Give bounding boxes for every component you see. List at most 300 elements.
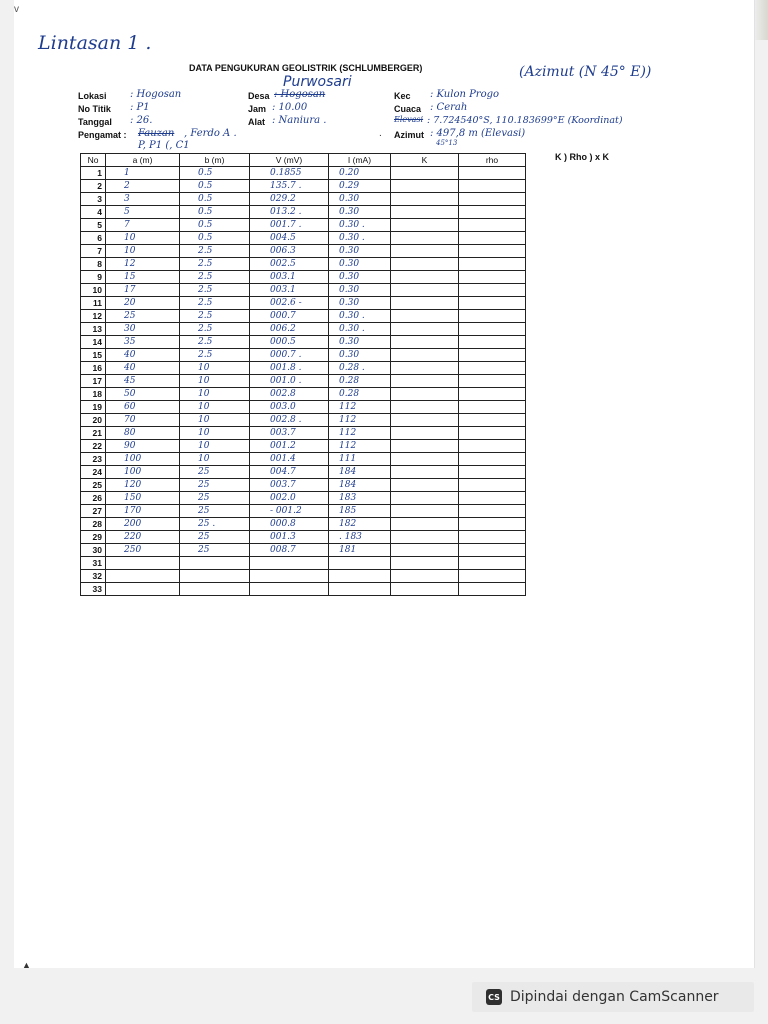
b-cell: 10 <box>180 427 250 440</box>
b-cell: 2.5 <box>180 323 250 336</box>
rho-cell <box>459 180 526 193</box>
i-cell: 0.30 <box>329 297 391 310</box>
v-cell <box>250 570 329 583</box>
row-number-cell: 11 <box>81 297 106 310</box>
table-row <box>81 531 526 544</box>
i-cell: 111 <box>329 453 391 466</box>
a-cell: 70 <box>106 414 180 427</box>
koordinat-value: : 7.724540°S, 110.183699°E (Koordinat) <box>427 115 623 126</box>
azimut-note: (Azimut (N 45° E)) <box>519 64 652 80</box>
k-cell <box>391 570 459 583</box>
header-rho: rho <box>459 154 526 167</box>
row-number-cell: 8 <box>81 258 106 271</box>
i-cell <box>329 583 391 596</box>
a-cell: 10 <box>106 245 180 258</box>
row-number-cell: 4 <box>81 206 106 219</box>
b-cell: 25 <box>180 531 250 544</box>
b-cell: 0.5 <box>180 206 250 219</box>
a-cell: 40 <box>106 349 180 362</box>
table-row <box>81 557 526 570</box>
a-cell: 3 <box>106 193 180 206</box>
v-cell: 006.2 <box>250 323 329 336</box>
i-cell: 0.28 <box>329 388 391 401</box>
rho-cell <box>459 258 526 271</box>
pengamat-label: Pengamat : <box>78 130 127 140</box>
rho-cell <box>459 375 526 388</box>
rho-cell <box>459 284 526 297</box>
a-cell: 35 <box>106 336 180 349</box>
v-cell: 002.5 <box>250 258 329 271</box>
v-cell: 0.1855 <box>250 167 329 180</box>
k-cell <box>391 518 459 531</box>
k-cell <box>391 206 459 219</box>
i-cell: 184 <box>329 479 391 492</box>
b-cell: 2.5 <box>180 336 250 349</box>
b-cell: 2.5 <box>180 271 250 284</box>
a-cell: 60 <box>106 401 180 414</box>
table-body <box>81 167 526 596</box>
k-cell <box>391 258 459 271</box>
table-row <box>81 167 526 180</box>
a-cell: 250 <box>106 544 180 557</box>
v-cell: 001.3 <box>250 531 329 544</box>
b-cell: 25 <box>180 544 250 557</box>
pengamat-struck-value: Fauzan <box>138 128 175 139</box>
rho-cell <box>459 492 526 505</box>
rho-cell <box>459 245 526 258</box>
i-cell: 182 <box>329 518 391 531</box>
no-titik-label: No Titik <box>78 104 111 114</box>
row-number-cell: 5 <box>81 219 106 232</box>
a-cell: 150 <box>106 492 180 505</box>
koordinat-struck-label: Elevasi <box>394 115 424 124</box>
row-number-cell: 33 <box>81 583 106 596</box>
rho-cell <box>459 206 526 219</box>
v-cell: 001.8 . <box>250 362 329 375</box>
rho-cell <box>459 557 526 570</box>
b-cell <box>180 583 250 596</box>
rho-cell <box>459 310 526 323</box>
b-cell: 0.5 <box>180 180 250 193</box>
k-cell <box>391 440 459 453</box>
v-cell: 001.2 <box>250 440 329 453</box>
rho-cell <box>459 518 526 531</box>
b-cell: 10 <box>180 375 250 388</box>
k-cell <box>391 167 459 180</box>
v-cell <box>250 557 329 570</box>
a-cell: 90 <box>106 440 180 453</box>
i-cell: 0.30 <box>329 245 391 258</box>
v-cell: 000.7 <box>250 310 329 323</box>
row-number-cell: 12 <box>81 310 106 323</box>
lokasi-value: : Hogosan <box>130 89 182 100</box>
table-row <box>81 453 526 466</box>
i-cell: 0.30 . <box>329 232 391 245</box>
k-cell <box>391 583 459 596</box>
table-row <box>81 414 526 427</box>
v-cell: 003.7 <box>250 479 329 492</box>
row-number-cell: 16 <box>81 362 106 375</box>
i-cell: 0.30 <box>329 284 391 297</box>
rho-cell <box>459 544 526 557</box>
v-cell: 000.7 . <box>250 349 329 362</box>
row-number-cell: 31 <box>81 557 106 570</box>
k-cell <box>391 271 459 284</box>
b-cell: 25 <box>180 479 250 492</box>
i-cell: 0.28 . <box>329 362 391 375</box>
row-number-cell: 14 <box>81 336 106 349</box>
v-cell <box>250 583 329 596</box>
a-cell: 220 <box>106 531 180 544</box>
table-row <box>81 349 526 362</box>
k-cell <box>391 323 459 336</box>
rho-cell <box>459 388 526 401</box>
k-cell <box>391 479 459 492</box>
v-cell: 008.7 <box>250 544 329 557</box>
alat-label: Alat <box>248 117 266 127</box>
b-cell: 10 <box>180 362 250 375</box>
jam-value: : 10.00 <box>272 102 308 113</box>
table-row <box>81 219 526 232</box>
table-row <box>81 206 526 219</box>
document-title: DATA PENGUKURAN GEOLISTRIK (SCHLUMBERGER) <box>189 63 423 73</box>
i-cell: 0.30 <box>329 193 391 206</box>
i-cell: 181 <box>329 544 391 557</box>
k-cell <box>391 180 459 193</box>
i-cell: 185 <box>329 505 391 518</box>
k-cell <box>391 362 459 375</box>
rho-cell <box>459 271 526 284</box>
row-number-cell: 28 <box>81 518 106 531</box>
a-cell: 2 <box>106 180 180 193</box>
a-cell: 40 <box>106 362 180 375</box>
header-v: V (mV) <box>250 154 329 167</box>
b-cell: 2.5 <box>180 245 250 258</box>
corner-mark: v <box>14 4 19 15</box>
v-cell: 003.0 <box>250 401 329 414</box>
a-cell: 7 <box>106 219 180 232</box>
b-cell: 2.5 <box>180 284 250 297</box>
row-number-cell: 26 <box>81 492 106 505</box>
table-row <box>81 232 526 245</box>
row-number-cell: 18 <box>81 388 106 401</box>
a-cell: 10 <box>106 232 180 245</box>
a-cell: 25 <box>106 310 180 323</box>
b-cell: 0.5 <box>180 219 250 232</box>
v-cell: 003.7 <box>250 427 329 440</box>
a-cell: 12 <box>106 258 180 271</box>
row-number-cell: 10 <box>81 284 106 297</box>
b-cell: 25 <box>180 505 250 518</box>
row-number-cell: 1 <box>81 167 106 180</box>
table-row <box>81 362 526 375</box>
i-cell <box>329 570 391 583</box>
kec-label: Kec <box>394 91 411 101</box>
i-cell: 112 <box>329 427 391 440</box>
table-row <box>81 505 526 518</box>
i-cell: 0.30 <box>329 336 391 349</box>
k-cell <box>391 349 459 362</box>
lokasi-label: Lokasi <box>78 91 107 101</box>
table-row <box>81 492 526 505</box>
table-row <box>81 245 526 258</box>
rho-cell <box>459 466 526 479</box>
no-titik-value: : P1 <box>130 102 150 113</box>
rho-cell <box>459 323 526 336</box>
i-cell: 0.30 . <box>329 310 391 323</box>
table-row <box>81 518 526 531</box>
i-cell: 0.29 <box>329 180 391 193</box>
table-row <box>81 323 526 336</box>
i-cell: 0.30 . <box>329 323 391 336</box>
rho-cell <box>459 427 526 440</box>
cuaca-label: Cuaca <box>394 104 422 114</box>
table-row <box>81 570 526 583</box>
extra-column-headers: K ) Rho ) x K <box>555 152 609 162</box>
table-row <box>81 388 526 401</box>
table-row <box>81 193 526 206</box>
v-cell: 003.1 <box>250 271 329 284</box>
i-cell: 0.30 <box>329 258 391 271</box>
azimut-value: : 497,8 m (Elevasi) <box>430 128 526 139</box>
rho-cell <box>459 297 526 310</box>
table-row <box>81 401 526 414</box>
rho-cell <box>459 453 526 466</box>
cuaca-value: : Cerah <box>430 102 468 113</box>
header-no: No <box>81 154 106 167</box>
a-cell: 15 <box>106 271 180 284</box>
camscanner-watermark <box>472 982 754 1012</box>
header-k: K <box>391 154 459 167</box>
k-cell <box>391 531 459 544</box>
b-cell: 2.5 <box>180 258 250 271</box>
rho-cell <box>459 167 526 180</box>
table-row <box>81 297 526 310</box>
rho-cell <box>459 336 526 349</box>
b-cell: 10 <box>180 453 250 466</box>
rho-cell <box>459 570 526 583</box>
row-number-cell: 25 <box>81 479 106 492</box>
row-number-cell: 21 <box>81 427 106 440</box>
a-cell <box>106 557 180 570</box>
header-i: I (mA) <box>329 154 391 167</box>
k-cell <box>391 492 459 505</box>
i-cell: 112 <box>329 401 391 414</box>
lintasan-heading: Lintasan 1 . <box>38 32 152 54</box>
k-cell <box>391 375 459 388</box>
v-cell: 013.2 . <box>250 206 329 219</box>
k-cell <box>391 297 459 310</box>
v-cell: 004.7 <box>250 466 329 479</box>
k-cell <box>391 388 459 401</box>
row-number-cell: 30 <box>81 544 106 557</box>
table-row <box>81 583 526 596</box>
k-cell <box>391 414 459 427</box>
b-cell <box>180 570 250 583</box>
jam-label: Jam <box>248 104 267 114</box>
v-cell: 000.8 <box>250 518 329 531</box>
k-cell <box>391 232 459 245</box>
row-number-cell: 29 <box>81 531 106 544</box>
desa-struck-value: : Hogosan <box>274 89 326 100</box>
a-cell <box>106 583 180 596</box>
k-cell <box>391 401 459 414</box>
rho-cell <box>459 583 526 596</box>
b-cell: 0.5 <box>180 232 250 245</box>
table-row <box>81 284 526 297</box>
table-row <box>81 544 526 557</box>
row-number-cell: 2 <box>81 180 106 193</box>
b-cell <box>180 557 250 570</box>
camscanner-icon: CS <box>486 989 502 1005</box>
table-row <box>81 427 526 440</box>
a-cell: 5 <box>106 206 180 219</box>
a-cell: 100 <box>106 466 180 479</box>
row-number-cell: 32 <box>81 570 106 583</box>
rho-cell <box>459 232 526 245</box>
tanggal-value: : 26. <box>130 115 153 126</box>
table-row <box>81 336 526 349</box>
b-cell: 2.5 <box>180 297 250 310</box>
stray-dot: . <box>379 128 382 139</box>
a-cell: 170 <box>106 505 180 518</box>
v-cell: 002.0 <box>250 492 329 505</box>
rho-cell <box>459 505 526 518</box>
v-cell: 004.5 <box>250 232 329 245</box>
pengamat-value: , Ferdo A . <box>184 128 237 139</box>
header-b: b (m) <box>180 154 250 167</box>
row-number-cell: 9 <box>81 271 106 284</box>
a-cell: 120 <box>106 479 180 492</box>
row-number-cell: 20 <box>81 414 106 427</box>
table-row <box>81 375 526 388</box>
b-cell: 0.5 <box>180 167 250 180</box>
pengamat-value-line2: P, P1 (, C1 <box>138 140 190 151</box>
v-cell: 135.7 . <box>250 180 329 193</box>
b-cell: 25 <box>180 466 250 479</box>
row-number-cell: 19 <box>81 401 106 414</box>
row-number-cell: 17 <box>81 375 106 388</box>
alat-value: : Naniura . <box>272 115 327 126</box>
table-row <box>81 258 526 271</box>
table-row <box>81 180 526 193</box>
k-cell <box>391 310 459 323</box>
v-cell: 003.1 <box>250 284 329 297</box>
a-cell: 1 <box>106 167 180 180</box>
rho-cell <box>459 414 526 427</box>
v-cell: 029.2 <box>250 193 329 206</box>
rho-cell <box>459 362 526 375</box>
i-cell: 184 <box>329 466 391 479</box>
row-number-cell: 3 <box>81 193 106 206</box>
v-cell: 001.0 . <box>250 375 329 388</box>
rho-cell <box>459 219 526 232</box>
v-cell: 002.8 <box>250 388 329 401</box>
b-cell: 25 . <box>180 518 250 531</box>
v-cell: 002.8 . <box>250 414 329 427</box>
row-number-cell: 15 <box>81 349 106 362</box>
i-cell: 0.30 . <box>329 219 391 232</box>
i-cell: 183 <box>329 492 391 505</box>
a-cell <box>106 570 180 583</box>
b-cell: 10 <box>180 401 250 414</box>
row-number-cell: 23 <box>81 453 106 466</box>
a-cell: 50 <box>106 388 180 401</box>
k-cell <box>391 193 459 206</box>
b-cell: 0.5 <box>180 193 250 206</box>
i-cell: 0.30 <box>329 349 391 362</box>
row-number-cell: 13 <box>81 323 106 336</box>
measurement-table <box>80 153 526 596</box>
azimut-label: Azimut <box>394 130 424 140</box>
i-cell: 112 <box>329 440 391 453</box>
k-cell <box>391 544 459 557</box>
a-cell: 17 <box>106 284 180 297</box>
table-row <box>81 466 526 479</box>
k-cell <box>391 505 459 518</box>
k-cell <box>391 453 459 466</box>
table-row <box>81 271 526 284</box>
i-cell <box>329 557 391 570</box>
i-cell: 0.28 <box>329 375 391 388</box>
k-cell <box>391 284 459 297</box>
a-cell: 20 <box>106 297 180 310</box>
rho-cell <box>459 401 526 414</box>
row-number-cell: 6 <box>81 232 106 245</box>
i-cell: 0.30 <box>329 271 391 284</box>
rho-cell <box>459 440 526 453</box>
b-cell: 2.5 <box>180 349 250 362</box>
rho-cell <box>459 349 526 362</box>
v-cell: 001.7 . <box>250 219 329 232</box>
table-row <box>81 310 526 323</box>
k-cell <box>391 245 459 258</box>
i-cell: . 183 <box>329 531 391 544</box>
k-cell <box>391 466 459 479</box>
k-cell <box>391 219 459 232</box>
row-number-cell: 27 <box>81 505 106 518</box>
k-cell <box>391 557 459 570</box>
k-cell <box>391 336 459 349</box>
rho-cell <box>459 479 526 492</box>
b-cell: 2.5 <box>180 310 250 323</box>
b-cell: 25 <box>180 492 250 505</box>
i-cell: 0.20 <box>329 167 391 180</box>
rho-cell <box>459 193 526 206</box>
v-cell: - 001.2 <box>250 505 329 518</box>
table-row <box>81 479 526 492</box>
i-cell: 0.30 <box>329 206 391 219</box>
b-cell: 10 <box>180 414 250 427</box>
scanned-page <box>14 0 755 968</box>
b-cell: 10 <box>180 440 250 453</box>
v-cell: 001.4 <box>250 453 329 466</box>
v-cell: 000.5 <box>250 336 329 349</box>
a-cell: 30 <box>106 323 180 336</box>
a-cell: 80 <box>106 427 180 440</box>
b-cell: 10 <box>180 388 250 401</box>
desa-handwritten-above: Purwosari <box>283 74 352 90</box>
tanggal-label: Tanggal <box>78 117 112 127</box>
rho-cell <box>459 531 526 544</box>
azimut-below-note: 45°13 <box>436 139 458 147</box>
k-cell <box>391 427 459 440</box>
row-number-cell: 24 <box>81 466 106 479</box>
table-header-row <box>81 154 526 167</box>
desa-label: Desa <box>248 91 270 101</box>
watermark-text: Dipindai dengan CamScanner <box>510 989 719 1005</box>
header-a: a (m) <box>106 154 180 167</box>
